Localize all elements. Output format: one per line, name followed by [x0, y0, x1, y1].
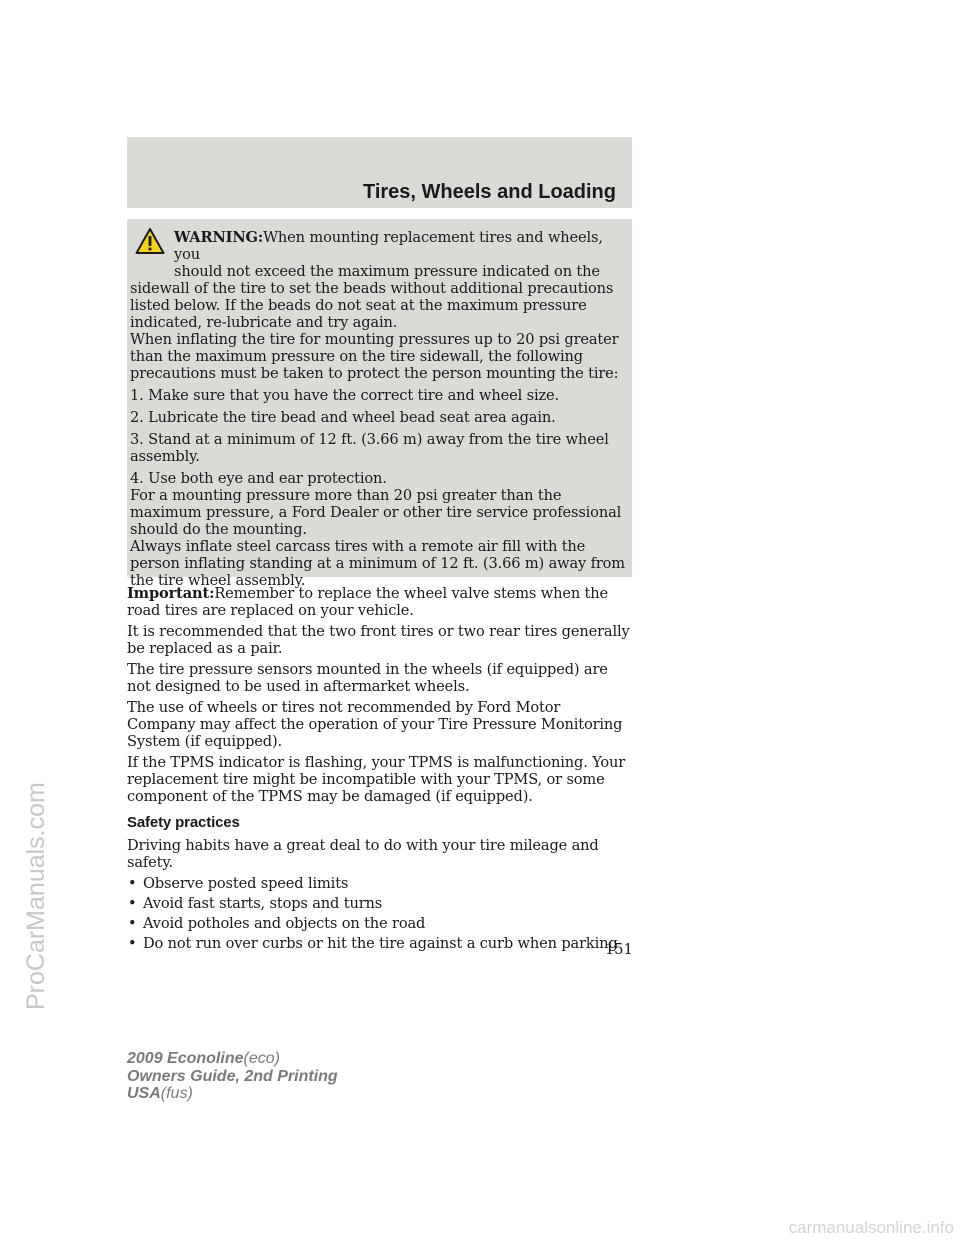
- warning-box: [127, 219, 632, 589]
- warning-step: 1. Make sure that you have the correct tire and wheel size.: [130, 387, 559, 404]
- section-header: [127, 137, 632, 208]
- body-text: [127, 585, 632, 955]
- warning-paragraph: When inflating the tire for mounting pressures up to 20 psi greater than the maximum pressure on the tire sidewall, the following precautions must be taken to protect the person mounting the tire:: [130, 331, 619, 382]
- warning-line: listed below. If the beads do not seat at the maximum pressure: [130, 297, 587, 314]
- footer-region: USA: [127, 1085, 161, 1102]
- warning-intro: When mounting replacement tires and wheels, you: [174, 229, 603, 263]
- important-note: [127, 585, 632, 619]
- bullet-list: [127, 875, 632, 952]
- bottom-watermark: carmanualsonline.info: [788, 1218, 954, 1237]
- warning-paragraph: Always inflate steel carcass tires with a remote air fill with the person inflating standing at a minimum of 12 ft. (3.66 m) away from the tire wheel assembly.: [130, 538, 625, 589]
- important-text: Remember to replace the wheel valve stems when the road tires are replaced on your vehicle.: [127, 585, 609, 619]
- warning-paragraph: For a mounting pressure more than 20 psi greater than the maximum pressure, a Ford Dealer or other tire service professional should do the mounting.: [130, 487, 622, 538]
- list-item: • Observe posted speed limits: [127, 875, 632, 892]
- page-title: Tires, Wheels and Loading: [362, 181, 616, 203]
- warning-line: sidewall of the tire to set the beads without additional precautions: [130, 280, 614, 297]
- warning-label: WARNING:: [174, 229, 264, 246]
- footer-printing: Owners Guide, 2nd Printing: [127, 1067, 338, 1085]
- warning-line: indicated, re-lubricate and try again.: [130, 314, 398, 331]
- list-item: • Avoid potholes and objects on the road: [127, 915, 632, 932]
- side-watermark: ProCarManuals.com: [22, 782, 50, 1010]
- footer-region-code: (fus): [160, 1085, 193, 1102]
- body-paragraph: The use of wheels or tires not recommended by Ford Motor Company may affect the operation of your Tire Pressure Monitoring System (if equipped).: [127, 699, 623, 750]
- section-intro: Driving habits have a great deal to do with your tire mileage and safety.: [127, 837, 599, 871]
- warning-step: 4. Use both eye and ear protection.: [130, 470, 387, 487]
- important-label: Important:: [127, 585, 215, 602]
- warning-step: 3. Stand at a minimum of 12 ft. (3.66 m) away from the tire wheel assembly.: [130, 431, 609, 465]
- document-footer: [127, 1050, 338, 1103]
- list-item: • Do not run over curbs or hit the tire against a curb when parking: [127, 935, 632, 952]
- page-number: 151: [605, 941, 633, 958]
- warning-line: should not exceed the maximum pressure indicated on the: [174, 263, 600, 280]
- body-paragraph: If the TPMS indicator is flashing, your TPMS is malfunctioning. Your replacement tire might be incompatible with your TPMS, or some component of the TPMS may be damaged (if equipped).: [127, 754, 626, 805]
- body-paragraph: It is recommended that the two front tires or two rear tires generally be replaced as a pair.: [127, 623, 630, 657]
- section-heading: Safety practices: [127, 814, 240, 831]
- warning-step: 2. Lubricate the tire bead and wheel bead seat area again.: [130, 409, 556, 426]
- body-paragraph: The tire pressure sensors mounted in the wheels (if equipped) are not designed to be used in aftermarket wheels.: [127, 661, 608, 695]
- footer-model: 2009 Econoline: [127, 1050, 244, 1067]
- warning-text: [130, 229, 626, 589]
- list-item: • Avoid fast starts, stops and turns: [127, 895, 632, 912]
- footer-model-code: (eco): [243, 1050, 280, 1067]
